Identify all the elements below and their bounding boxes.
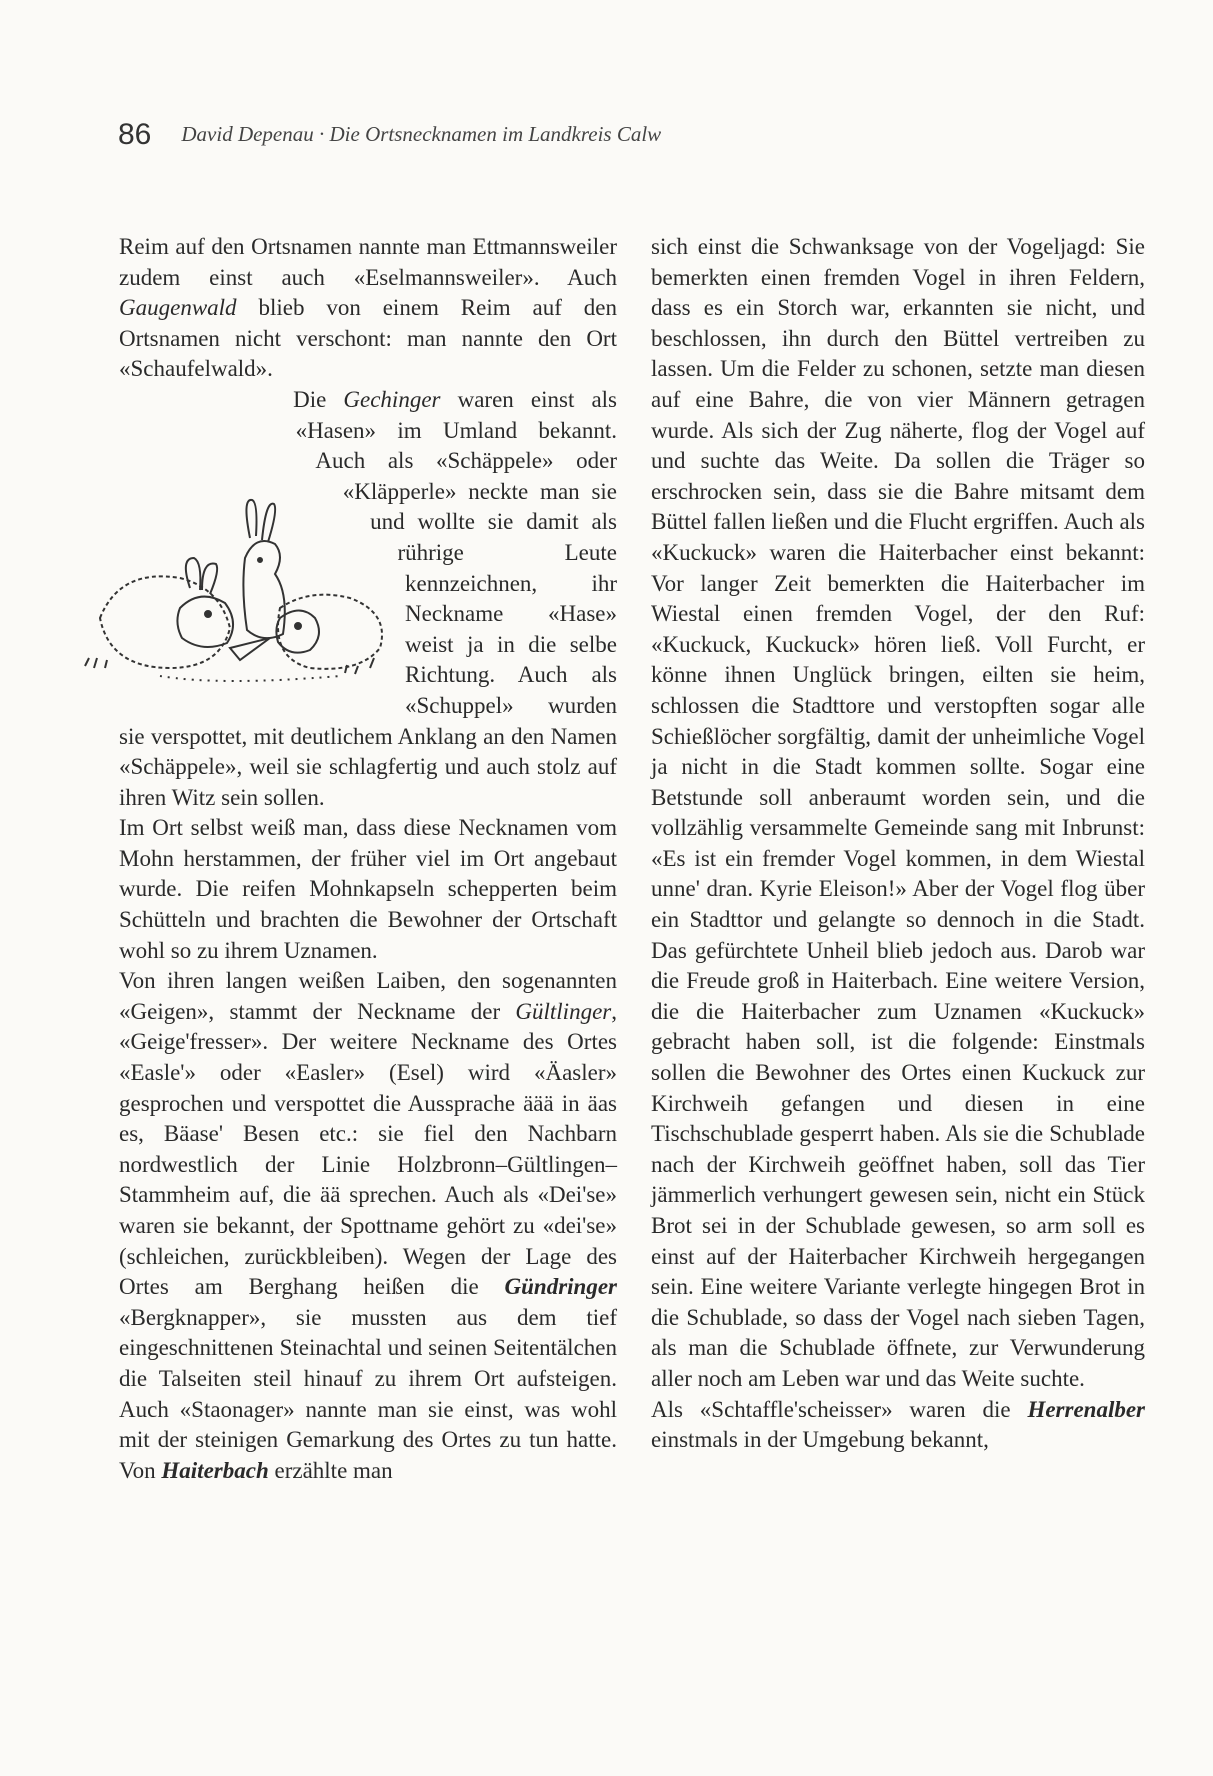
paragraph-ettmannsweiler: Reim auf den Ortsnamen nannte man Ettmannsweiler zudem einst auch «Eselmannsweiler». Auch Gaugenwald blieb von einem Reim auf den Ortsnamen nicht verschont: man nannte den Ort «Schaufelwald». — [119, 234, 617, 382]
place-name: Haiterbach — [161, 1457, 269, 1483]
place-name: Gaugenwald — [119, 295, 237, 321]
rabbits-drawing-icon — [80, 498, 420, 738]
place-name: Gechinger — [343, 386, 441, 412]
paragraph-haiterbach: sich einst die Schwanksage von der Vogeljagd: Sie bemerkten einen fremden Vogel in ihren Feldern, dass es ein Storch war, erkannten sie nicht, und beschlossen, ihn durch den Büttel vertreiben zu lassen. Um die Felder zu schonen, setzte man diesen auf eine Bahre, die von vier Männern getragen wurde. Als sich der Zug näherte, flog der Vogel auf und suchte das Weite. Da sollen die Träger so erschrocken sein, dass sie die Bahre mitsamt dem Büttel fallen ließen und die Flucht ergriffen. Auch als «Kuckuck» waren die Haiterbacher einst bekannt: Vor langer Zeit bemerkten die Haiterbacher im Wiestal einen fremden Vogel, der den Ruf: «Kuckuck, Kuckuck» hören ließ. Voll Furcht, er könne ihnen Unglück bringen, eilten sie heim, schlossen die Stadttore und verstopften sogar alle Schießlöcher sorgfältig, damit der unheimliche Vogel ja nicht in die Stadt kommen sollte. Sogar eine Betstunde soll anberaumt worden sein, und die vollzählig versammelte Gemeinde sang mit Inbrunst: «Es ist ein fremder Vogel kommen, in dem Wiestal unne' dran. Kyrie Eleison!» Aber der Vogel flog über ein Stadttor und gelangte so dennoch in die Stadt. Das gefürchtete Unheil blieb jedoch aus. Darob war die Freude groß in Haiterbach. Eine weitere Version, die die Haiterbacher zum Uznamen «Kuckuck» gebracht haben soll, ist die folgende: Einstmals sollen die Bewohner des Ortes einen Kuckuck zur Kirchweih gefangen und diesen in eine Tischschublade gesperrt haben. Als sie die Schublade nach der Kirchweih geöffnet haben, soll das Tier jämmerlich verhungert gewesen sein, nicht ein Stück Brot sei in der Schublade gewesen, so arm soll es einst auf der Haiterbacher Kirchweih hergegangen sein. Eine weitere Variante verlegte hingegen Brot in die Schublade, so dass der Vogel nach sieben Tagen, als man die Schublade öffnete, zur Verwunderung aller noch am Leben war und das Weite suchte. — [651, 234, 1145, 1391]
left-column — [119, 232, 617, 1486]
place-name: Gündringer — [504, 1274, 617, 1300]
right-column — [651, 232, 1145, 1456]
paragraph-gechingen: Die Gechinger waren einst als «Hasen» im Umland bekannt. Auch als «Schäppele» oder «Kläpperle» neckte man sie und wollte sie damit als rührige Leute kennzeichnen, ihr Neckname «Hase» weist ja in die selbe Richtung. Auch als «Schuppel» wurden sie verspottet, mit deutlichem Anklang an den Namen «Schäppele», weil sie schlagfertig und auch stolz auf ihren Witz sein sollen. — [119, 386, 617, 810]
page-number: 86 — [118, 118, 152, 151]
place-name: Herrenalber — [1027, 1396, 1145, 1422]
page-header — [118, 118, 661, 158]
running-title: David Depenau · Die Ortsnecknamen im Landkreis Calw — [181, 122, 662, 146]
place-name: Gültlinger — [515, 998, 612, 1024]
paragraph-gueltlingen: Von ihren langen weißen Laiben, den sogenannten «Geigen», stammt der Neckname der Gültlinger, «Geige'fresser». Der weitere Neckname des Ortes «Easle'» oder «Easler» (Esel) wird «Äasler» gesprochen und verspottet die Aussprache äää in äas es, Bäase' Besen etc.: sie fiel den Nachbarn nordwestlich der Linie Holzbronn–Gültlingen–Stammheim auf, die ää sprechen. Auch als «Dei'se» waren sie bekannt, der Spottname gehört zu «dei'se» (schleichen, zurückbleiben). Wegen der Lage des Ortes am Berghang heißen die Gündringer «Bergknapper», sie mussten aus dem tief eingeschnittenen Steinachtal und seinen Seitentälchen die Talseiten steil hinauf zu ihrem Ort aufsteigen. Auch «Staonager» nannte man sie einst, was wohl mit der steinigen Gemarkung des Ortes zu tun hatte. Von Haiterbach erzählte man — [119, 968, 617, 1483]
paragraph-herrenalb: Als «Schtaffle'scheisser» waren die Herrenalber einstmals in der Umgebung bekannt, — [651, 1396, 1145, 1453]
paragraph-mohn: Im Ort selbst weiß man, dass diese Necknamen vom Mohn herstammen, der früher viel im Ort angebaut wurde. Die reifen Mohnkapseln schepperten beim Schütteln und brachten die Bewohner der Ortschaft wohl so zu ihrem Uznamen. — [119, 815, 617, 963]
